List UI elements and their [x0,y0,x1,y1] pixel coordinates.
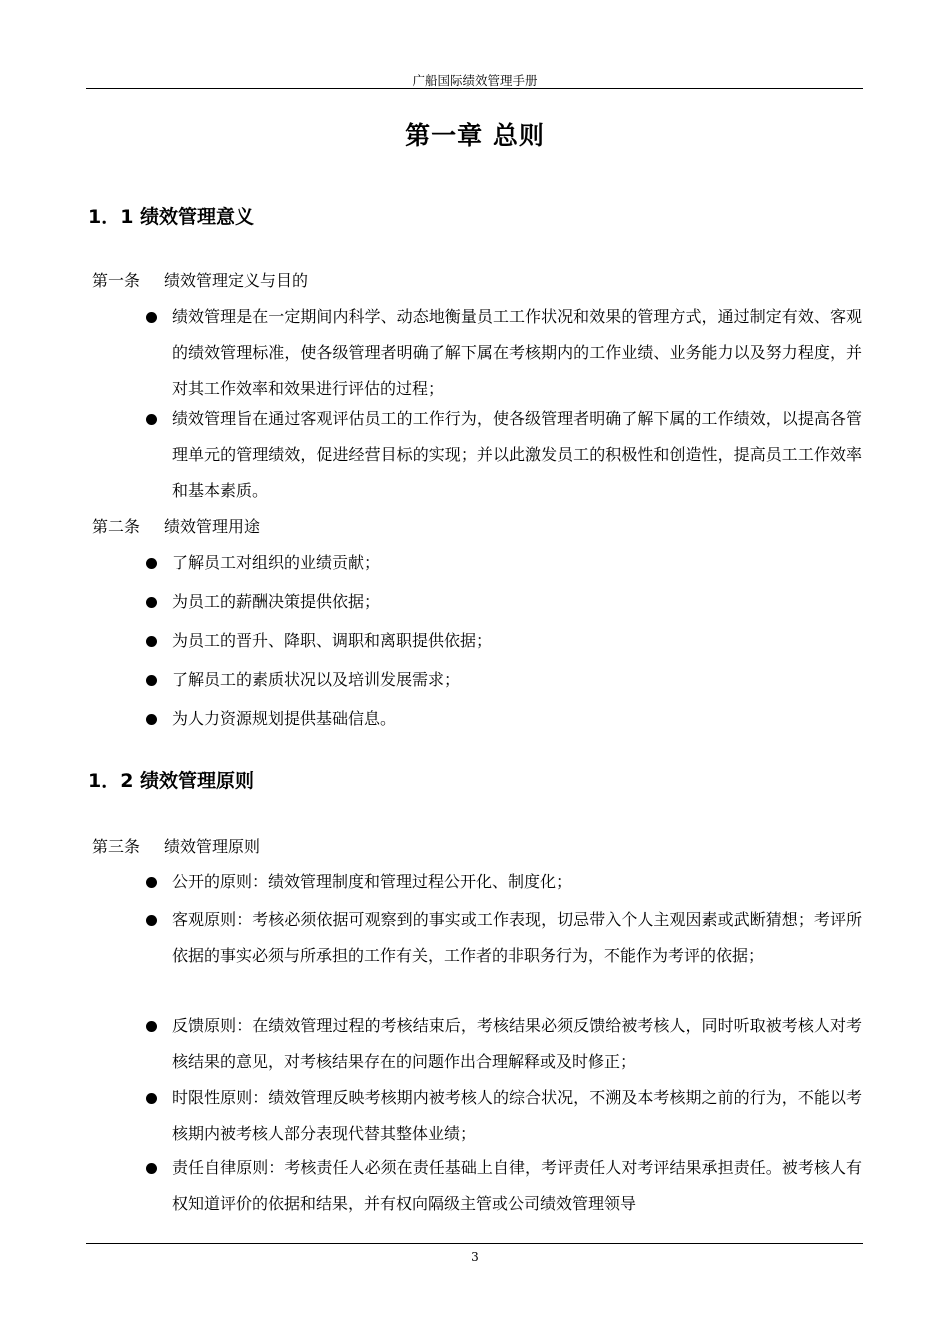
article-number: 第一条 [92,271,141,290]
running-header: 广船国际绩效管理手册 [412,73,538,88]
bullet-icon [146,1163,157,1174]
bullet-icon [146,558,157,569]
article-title: 绩效管理定义与目的 [164,271,309,290]
bullet-icon [146,1021,157,1032]
article-title: 绩效管理原则 [164,837,261,856]
list-item: 公开的原则：绩效管理制度和管理过程公开化、制度化； [172,872,573,891]
list-item: 绩效管理是在一定期间内科学、动态地衡量员工工作状况和效果的管理方式，通过制定有效、客观的绩效管理标准，使各级管理者明确了解下属在考核期内的工作业绩、业务能力以及努力程度，并对其工作效率和效果进行评估的过程； [172,307,862,398]
list-item: 为员工的晋升、降职、调职和离职提供依据； [172,631,493,650]
article-number: 第二条 [92,517,141,536]
article-heading [92,268,308,291]
bullet-icon [146,877,157,888]
article-number: 第三条 [92,837,141,856]
list-item: 时限性原则：绩效管理反映考核期内被考核人的综合状况，不溯及本考核期之前的行为，不能以考核期内被考核人部分表现代替其整体业绩； [172,1088,862,1143]
article-heading [92,834,260,857]
bullet-icon [146,312,157,323]
bullet-icon [146,597,157,608]
footer-rule [86,1243,863,1244]
article-title: 绩效管理用途 [164,517,261,536]
bullet-icon [146,636,157,647]
section-heading: 1．1 绩效管理意义 [88,206,255,228]
bullet-icon [146,915,157,926]
article-heading [92,514,260,537]
header-rule [86,88,863,89]
list-item: 绩效管理旨在通过客观评估员工的工作行为，使各级管理者明确了解下属的工作绩效，以提高各管理单元的管理绩效，促进经营目标的实现；并以此激发员工的积极性和创造性，提高员工工作效率和基本素质。 [172,409,862,500]
list-item: 责任自律原则：考核责任人必须在责任基础上自律，考评责任人对考评结果承担责任。被考核人有权知道评价的依据和结果，并有权向隔级主管或公司绩效管理领导 [172,1158,862,1213]
list-item: 了解员工对组织的业绩贡献； [172,553,381,572]
bullet-icon [146,714,157,725]
list-item: 客观原则：考核必须依据可观察到的事实或工作表现，切忌带入个人主观因素或武断猜想；考评所依据的事实必须与所承担的工作有关，工作者的非职务行为，不能作为考评的依据； [172,910,862,965]
list-item: 为员工的薪酬决策提供依据； [172,592,381,611]
section-heading: 1．2 绩效管理原则 [88,770,255,792]
chapter-title: 第一章 总则 [405,121,545,150]
list-item: 了解员工的素质状况以及培训发展需求； [172,670,461,689]
bullet-icon [146,1093,157,1104]
list-item: 反馈原则：在绩效管理过程的考核结束后，考核结果必须反馈给被考核人，同时听取被考核人对考核结果的意见，对考核结果存在的问题作出合理解释或及时修正； [172,1016,862,1071]
page-number: 3 [471,1250,479,1264]
bullet-icon [146,414,157,425]
bullet-icon [146,675,157,686]
list-item: 为人力资源规划提供基础信息。 [172,709,397,728]
